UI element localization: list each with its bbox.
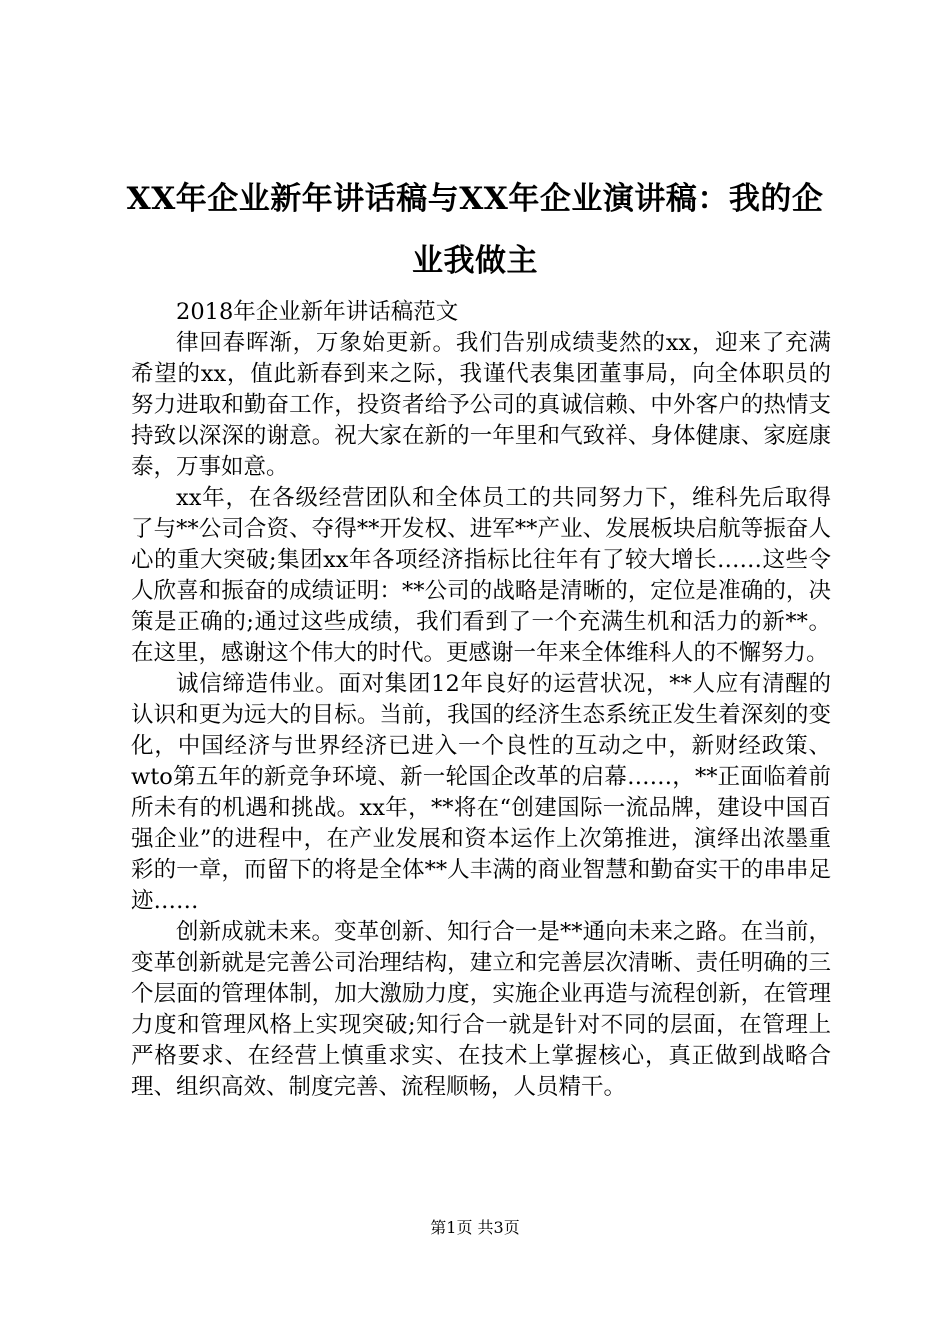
body-paragraph: 律回春晖渐，万象始更新。我们告别成绩斐然的xx，迎来了充满希望的xx，值此新春到来之际，我谨代表集团董事局，向全体职员的努力进取和勤奋工作，投资者给予公司的真诚信赖、中外客户的热情支持致以深深的谢意。祝大家在新的一年里和气致祥、身体健康、家庭康泰，万事如意。 — [131, 330, 831, 480]
body-paragraph: 诚信缔造伟业。面对集团12年良好的运营状况，**人应有清醒的认识和更为远大的目标。当前，我国的经济生态系统正发生着深刻的变化，中国经济与世界经济已进入一个良性的互动之中，新财经政策、wto第五年的新竞争环境、新一轮国企改革的启幕……，**正面临着前所未有的机遇和挑战。xx年，**将在“创建国际一流品牌，建设中国百强企业”的进程中，在产业发展和资本运作上次第推进，演绎出浓墨重彩的一章，而留下的将是全体**人丰满的商业智慧和勤奋实干的串串足迹…… — [131, 671, 831, 914]
subtitle-paragraph: 2018年企业新年讲话稿范文 — [176, 299, 459, 325]
page-footer: 第1页 共3页 — [430, 1218, 520, 1237]
body-paragraph: 创新成就未来。变革创新、知行合一是**通向未来之路。在当前，变革创新就是完善公司治理结构，建立和完善层次清晰、责任明确的三个层面的管理体制，加大激励力度，实施企业再造与流程创新，在管理力度和管理风格上实现突破;知行合一就是针对不同的层面，在管理上严格要求、在经营上慎重求实、在技术上掌握核心，真正做到战略合理、组织高效、制度完善、流程顺畅，人员精干。 — [131, 919, 831, 1100]
document-title: XX年企业新年讲话稿与XX年企业演讲稿：我的企业我做主 — [126, 181, 824, 279]
body-paragraph: xx年，在各级经营团队和全体员工的共同努力下，维科先后取得了与**公司合资、夺得**开发权、进军**产业、发展板块启航等振奋人心的重大突破;集团xx年各项经济指标比往年有了较大增长……这些令人欣喜和振奋的成绩证明：**公司的战略是清晰的，定位是准确的，决策是正确的;通过这些成绩，我们看到了一个充满生机和活力的新**。在这里，感谢这个伟大的时代。更感谢一年来全体维科人的不懈努力。 — [131, 485, 831, 666]
document-body — [131, 297, 831, 1103]
